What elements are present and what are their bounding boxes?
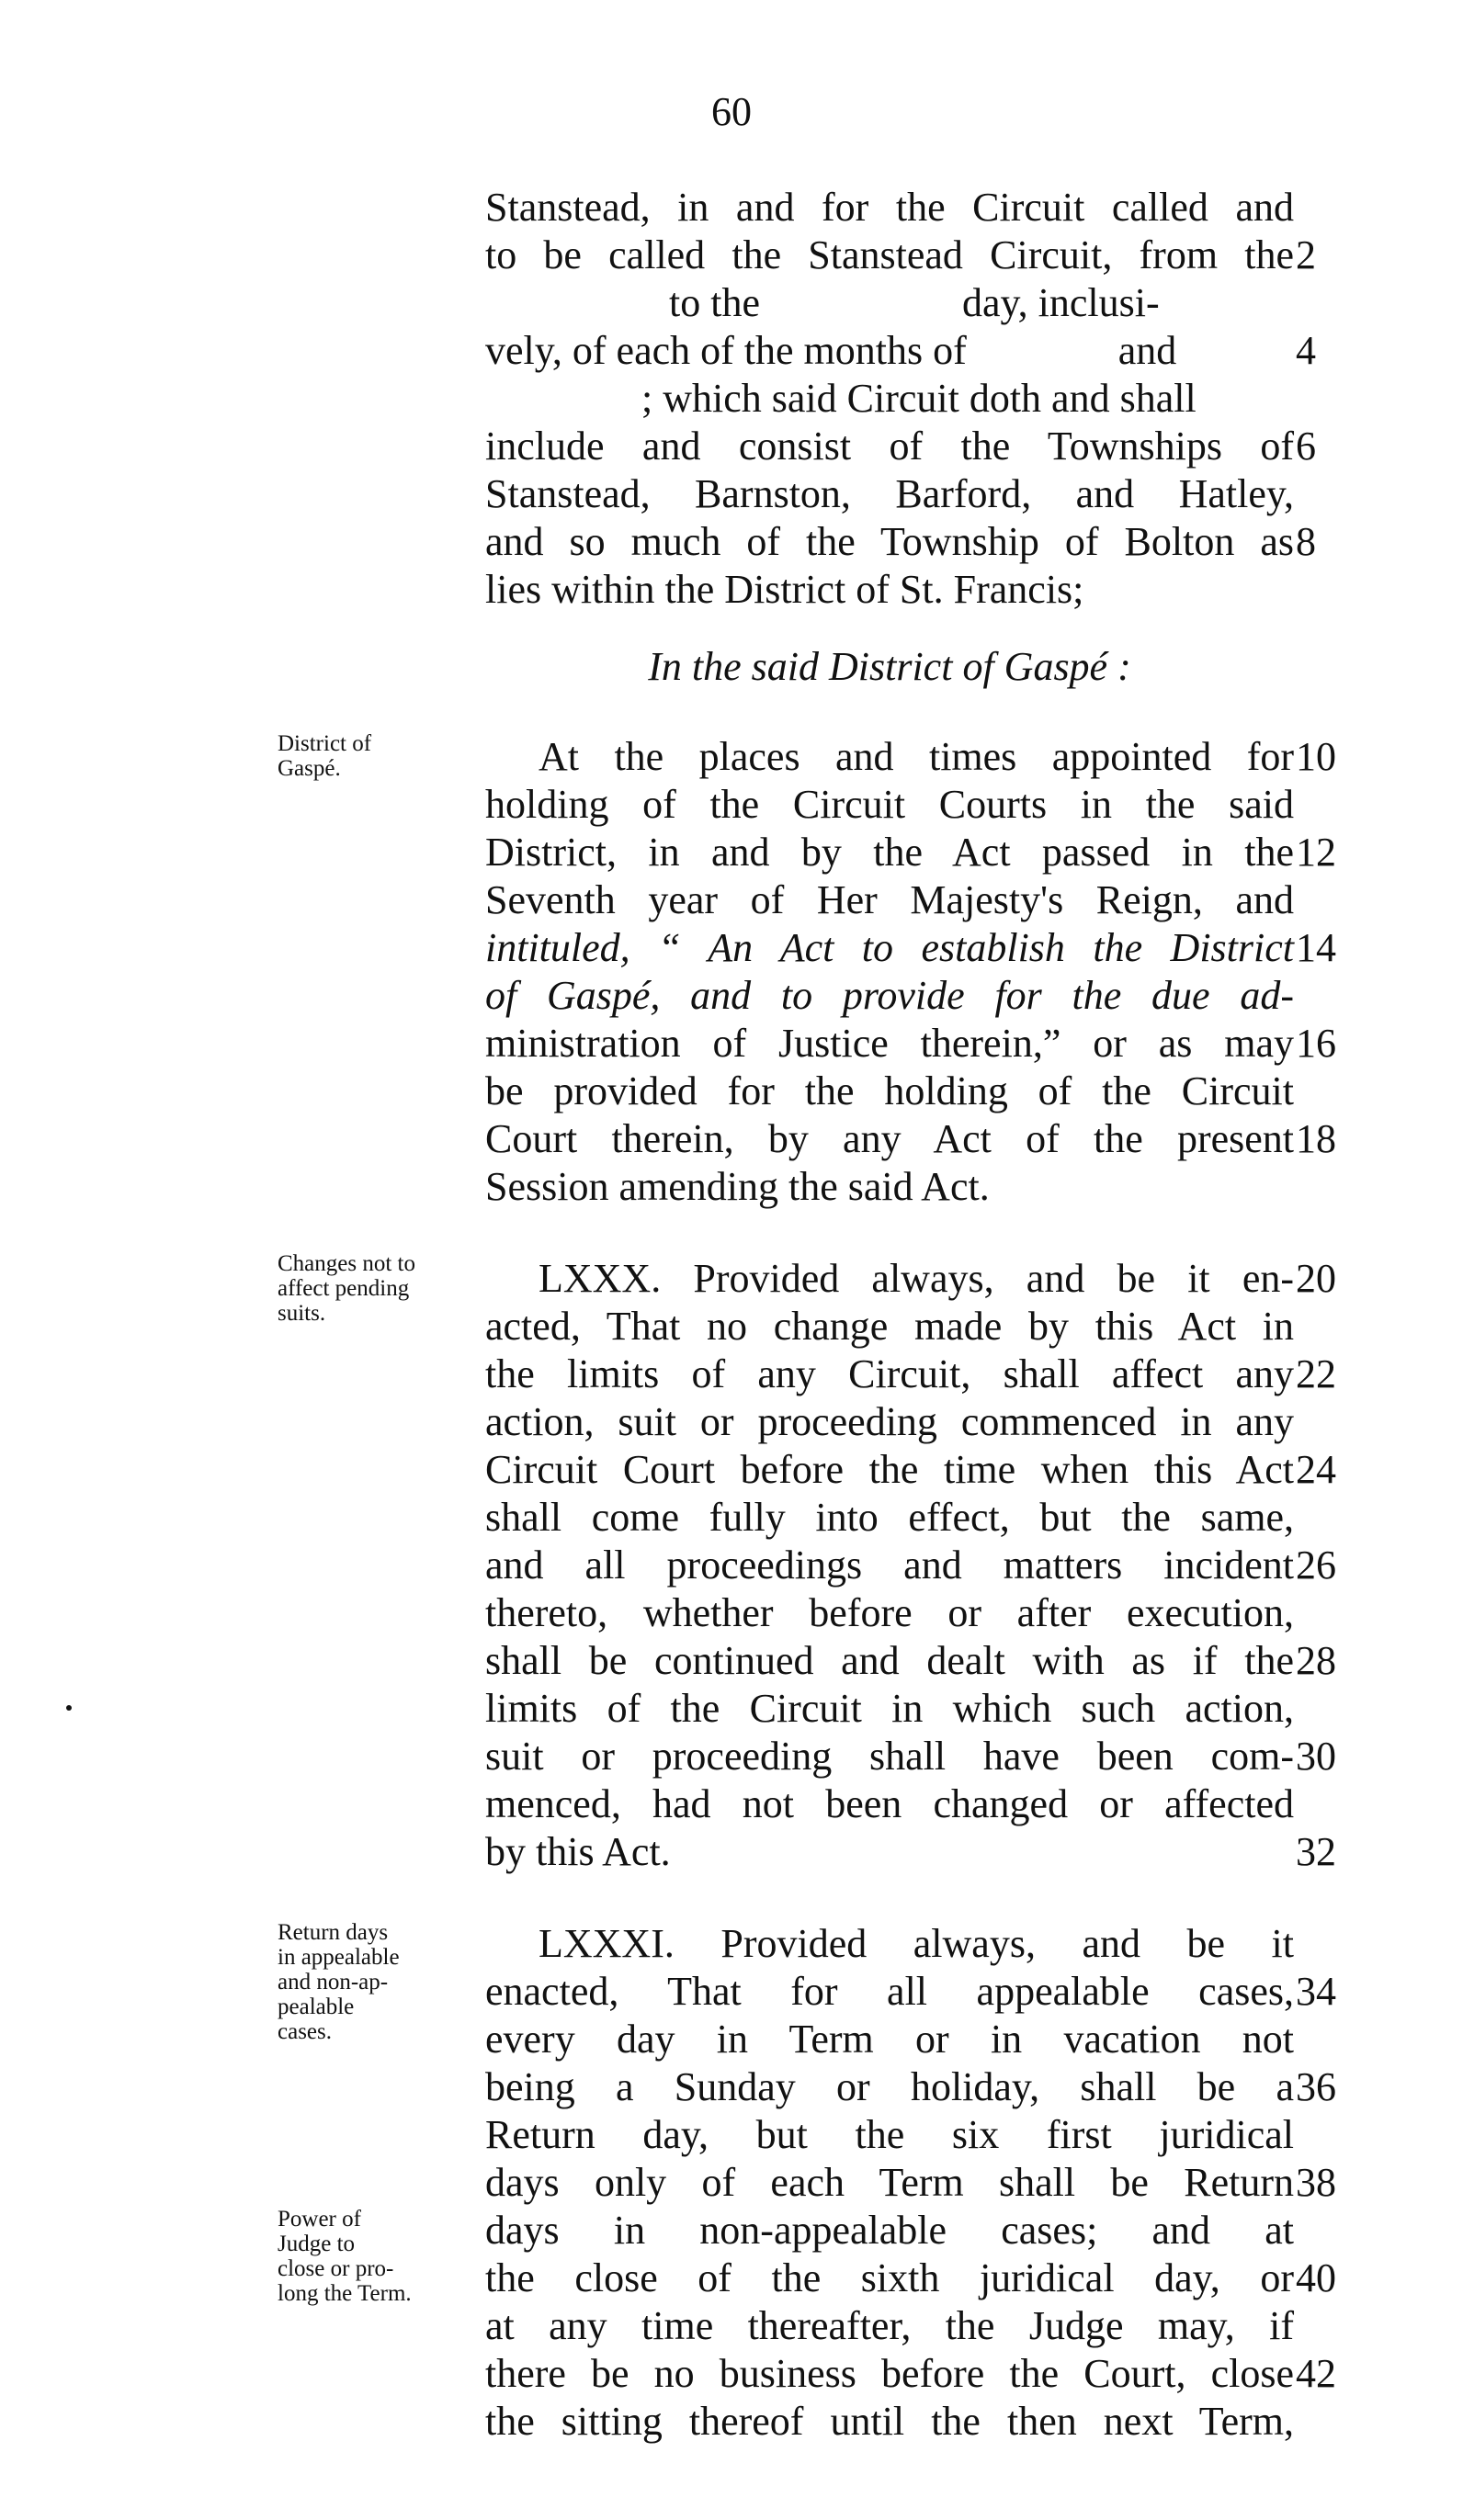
line-number: 24 <box>1296 1447 1336 1492</box>
line-number: 2 <box>1296 232 1316 277</box>
line-number: 16 <box>1296 1021 1336 1066</box>
text-line: menced, had not been changed or affected <box>485 1781 1294 1826</box>
line-number: 38 <box>1296 2160 1336 2205</box>
line-number: 8 <box>1296 519 1316 564</box>
line-number: 30 <box>1296 1734 1336 1779</box>
text-line: and so much of the Township of Bolton as <box>485 519 1294 564</box>
margin-note-line: cases. <box>278 2019 332 2044</box>
line-number: 42 <box>1296 2351 1336 2396</box>
text-line: include and consist of the Townships of <box>485 424 1294 469</box>
text-line: by this Act. <box>485 1829 671 1874</box>
margin-note-line: Return days <box>278 1920 389 1945</box>
text-line: ministration of Justice therein,” or as may <box>485 1021 1294 1066</box>
text-line: Stanstead, in and for the Circuit called and <box>485 185 1294 230</box>
line-number: 34 <box>1296 1969 1336 2014</box>
text-line: days in non-appealable cases; and at <box>485 2208 1294 2253</box>
text-line: lies within the District of St. Francis; <box>485 567 1084 612</box>
text-line: vely, of each of the months of and <box>485 328 1177 373</box>
line-number: 20 <box>1296 1256 1336 1301</box>
text-line: intituled, “ An Act to establish the District <box>485 925 1294 970</box>
text-line: suit or proceeding shall have been com- <box>485 1734 1294 1779</box>
text-line: At the places and times appointed for <box>539 734 1294 779</box>
line-number: 28 <box>1296 1638 1336 1683</box>
text-line: to be called the Stanstead Circuit, from the <box>485 232 1294 277</box>
margin-note-changes <box>278 1251 475 1326</box>
text-line: the sitting thereof until the then next Term, <box>485 2399 1294 2444</box>
text-line: enacted, That for all appealable cases, <box>485 1969 1294 2014</box>
text-line: Seventh year of Her Majesty's Reign, and <box>485 877 1294 922</box>
margin-note-line: District of <box>278 731 372 756</box>
text-line: to the day, inclusi- <box>669 280 1160 325</box>
margin-note-line: close or pro- <box>278 2256 394 2281</box>
margin-note-line: affect pending <box>278 1276 410 1301</box>
text-column <box>485 0 1294 2520</box>
line-number: 12 <box>1296 830 1336 875</box>
text-line: action, suit or proceeding commenced in any <box>485 1399 1294 1444</box>
margin-note-line: in appealable <box>278 1945 400 1970</box>
page-number: 60 <box>711 89 752 134</box>
text-line: Stanstead, Barnston, Barford, and Hatley, <box>485 471 1294 516</box>
text-line: being a Sunday or holiday, shall be a <box>485 2064 1294 2109</box>
ink-speck <box>66 1705 72 1711</box>
text-line: the limits of any Circuit, shall affect any <box>485 1351 1294 1396</box>
margin-note-line: Changes not to <box>278 1251 415 1276</box>
text-line: holding of the Circuit Courts in the said <box>485 782 1294 827</box>
text-line: Session amending the said Act. <box>485 1164 990 1209</box>
text-line: shall be continued and dealt with as if the <box>485 1638 1294 1683</box>
line-number: 14 <box>1296 925 1336 970</box>
margin-note-line: long the Term. <box>278 2281 412 2306</box>
line-number: 10 <box>1296 734 1336 779</box>
text-line: of Gaspé, and to provide for the due ad- <box>485 973 1294 1018</box>
text-line: LXXX. Provided always, and be it en- <box>539 1256 1294 1301</box>
text-line: Court therein, by any Act of the present <box>485 1116 1294 1161</box>
margin-note-power-of-judge <box>278 2207 475 2306</box>
text-line: District, in and by the Act passed in the <box>485 830 1294 875</box>
line-number: 22 <box>1296 1351 1336 1396</box>
margin-note-line: and non-ap- <box>278 1970 389 1995</box>
margin-note-line: Power of <box>278 2207 361 2232</box>
text-line: acted, That no change made by this Act in <box>485 1304 1294 1349</box>
text-line: thereto, whether before or after execution, <box>485 1590 1294 1635</box>
text-line: days only of each Term shall be Return <box>485 2160 1294 2205</box>
margin-note-district-gaspe <box>278 731 475 781</box>
margin-note-line: Judge to <box>278 2232 356 2256</box>
text-line: the close of the sixth juridical day, or <box>485 2255 1294 2300</box>
text-line: be provided for the holding of the Circuit <box>485 1068 1294 1113</box>
text-line: and all proceedings and matters incident <box>485 1543 1294 1588</box>
margin-note-line: suits. <box>278 1301 326 1326</box>
line-number: 6 <box>1296 424 1316 469</box>
line-number: 26 <box>1296 1543 1336 1588</box>
line-number: 4 <box>1296 328 1316 373</box>
section-heading: In the said District of Gaspé : <box>648 644 1131 689</box>
margin-note-return-days <box>278 1920 475 2044</box>
line-number: 32 <box>1296 1829 1336 1874</box>
line-number: 18 <box>1296 1116 1336 1161</box>
line-number: 40 <box>1296 2255 1336 2300</box>
text-line: there be no business before the Court, close <box>485 2351 1294 2396</box>
text-line: every day in Term or in vacation not <box>485 2017 1294 2062</box>
text-line: at any time thereafter, the Judge may, if <box>485 2303 1294 2348</box>
text-line: LXXXI. Provided always, and be it <box>539 1921 1294 1966</box>
margin-note-line: Gaspé. <box>278 756 341 781</box>
line-number: 36 <box>1296 2064 1336 2109</box>
text-line: shall come fully into effect, but the same, <box>485 1495 1294 1540</box>
margin-note-line: pealable <box>278 1995 355 2019</box>
text-line: Circuit Court before the time when this Act <box>485 1447 1294 1492</box>
text-line: limits of the Circuit in which such action, <box>485 1686 1294 1731</box>
text-line: ; which said Circuit doth and shall <box>641 376 1196 421</box>
text-line: Return day, but the six first juridical <box>485 2112 1294 2157</box>
